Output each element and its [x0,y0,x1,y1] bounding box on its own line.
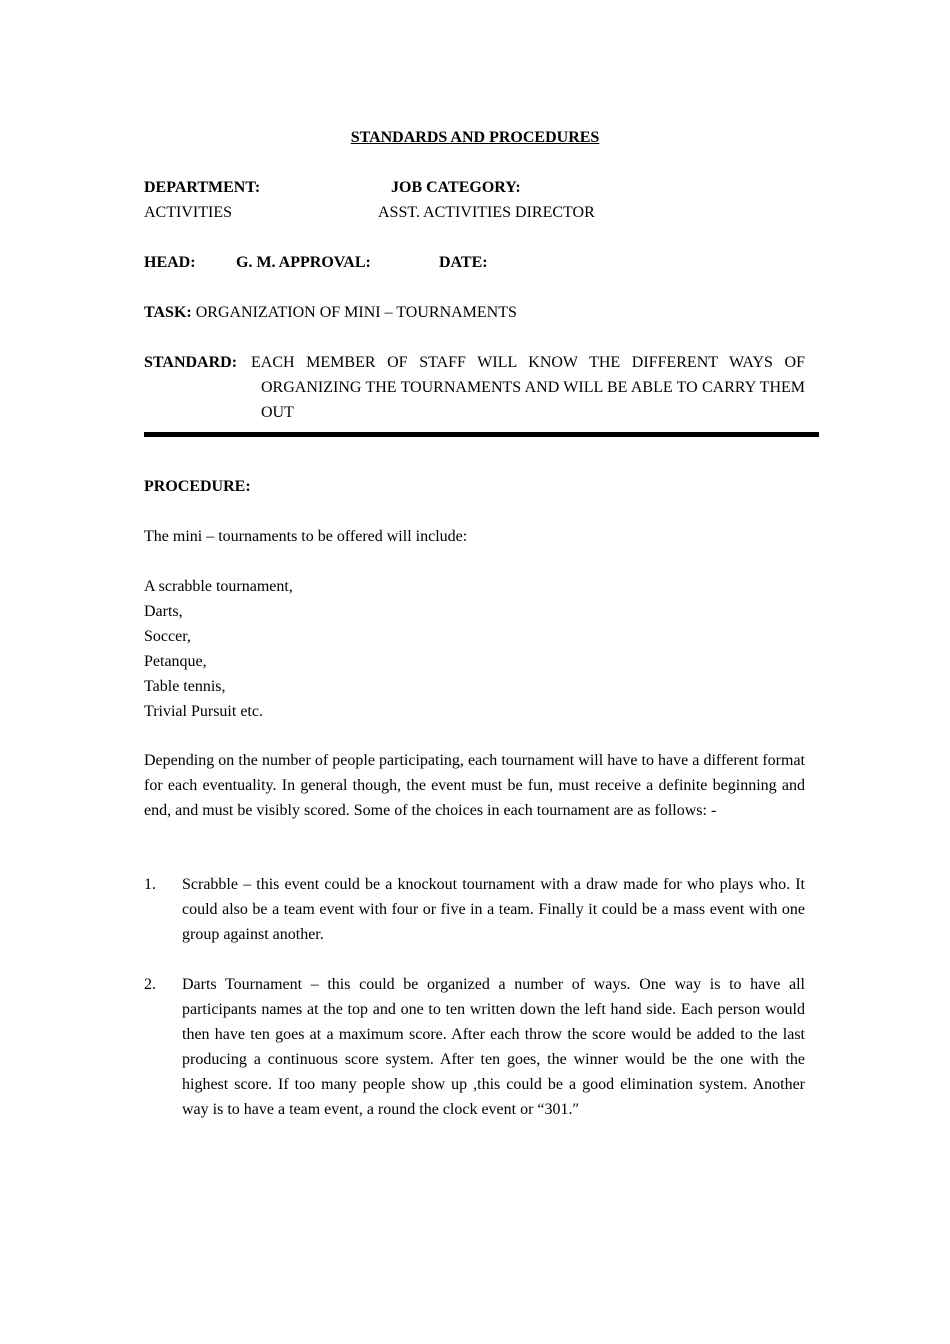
procedure-intro: The mini – tournaments to be offered will include: [144,528,468,545]
department-value: ACTIVITIES [144,204,232,221]
gm-approval-label: G. M. APPROVAL: [236,254,371,271]
procedure-paragraph: Depending on the number of people participating, each tournament will have to have a different format for each eventuality. In general though, the event must be fun, must receive a definite beginning and end, and must be visibly scored. Some of the choices in each tournament are as follows: - [144,752,805,819]
list-item: Petanque, [144,653,207,670]
list-item: Soccer, [144,628,191,645]
item-text: Darts Tournament – this could be organized a number of ways. One way is to have all participants names at the top and one to ten written down the left hand side. Each person would then have ten goes at a maximum score. After each throw the score would be added to the last producing a continuous score system. After ten goes, the winner would be the one with the highest score. If too many people show up ,this could be a good elimination system. Another way is to have a team event, a round the clock event or “301.″ [182,976,805,1118]
task-line [144,300,517,325]
job-category-value: ASST. ACTIVITIES DIRECTOR [378,204,595,221]
list-item: A scrabble tournament, [144,578,293,595]
list-item: Darts, [144,603,183,620]
item-number: 1. [144,876,156,893]
department-label: DEPARTMENT: [144,179,261,196]
list-item: Trivial Pursuit etc. [144,703,263,720]
date-label: DATE: [439,254,488,271]
page-title: STANDARDS AND PROCEDURES [350,129,600,146]
header-divider [144,432,819,437]
head-label: HEAD: [144,254,196,271]
standard-label: STANDARD: [144,354,238,371]
procedure-label: PROCEDURE: [144,478,251,495]
item-number: 2. [144,976,156,993]
task-label: TASK: [144,304,192,321]
tournament-list [144,574,293,724]
task-value: ORGANIZATION OF MINI – TOURNAMENTS [195,304,517,321]
job-category-label: JOB CATEGORY: [391,179,521,196]
list-item: Table tennis, [144,678,226,695]
standard-value: EACH MEMBER OF STAFF WILL KNOW THE DIFFERENT WAYS OF ORGANIZING THE TOURNAMENTS AND WILL BE ABLE TO CARRY THEM OUT [251,354,805,421]
item-text: Scrabble – this event could be a knockout tournament with a draw made for who plays who. It could also be a team event with four or five in a team. Finally it could be a mass event with one group against another. [182,876,805,943]
